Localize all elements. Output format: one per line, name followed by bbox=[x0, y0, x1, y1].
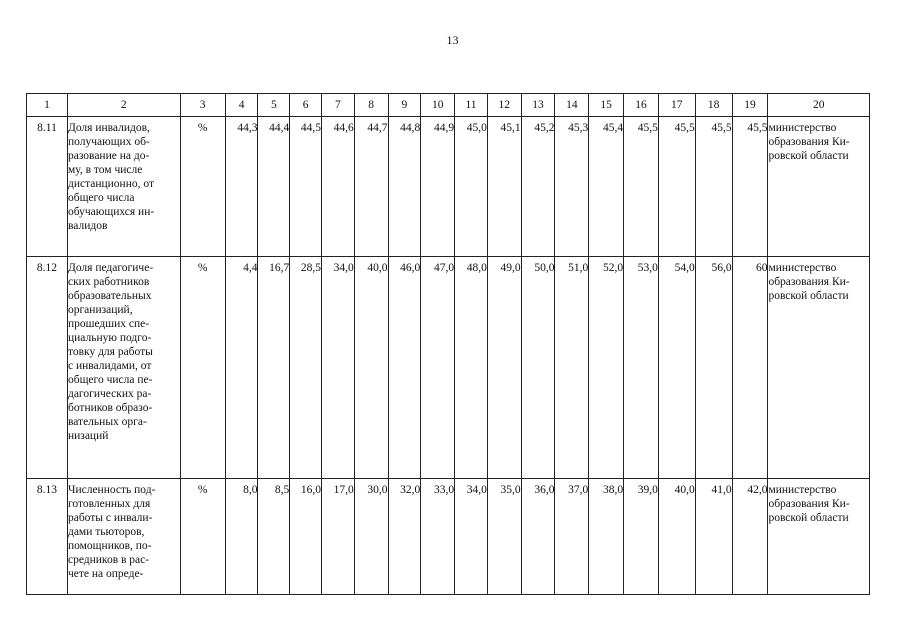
column-header: 3 bbox=[180, 94, 225, 117]
unit-cell: % bbox=[180, 479, 225, 595]
value-cell: 34,0 bbox=[455, 479, 488, 595]
value-cell: 42,0 bbox=[732, 479, 768, 595]
value-cell: 47,0 bbox=[421, 257, 455, 479]
indicator-name-line: товку для работы bbox=[67, 346, 153, 358]
indicator-name-line: Доля педагогиче- bbox=[67, 262, 154, 274]
value-cell: 30,0 bbox=[354, 479, 388, 595]
responsible-body-line: ровской области bbox=[768, 290, 849, 302]
value-cell: 44,4 bbox=[258, 117, 290, 257]
value-cell: 54,0 bbox=[658, 257, 695, 479]
table-row bbox=[27, 257, 870, 479]
row-number: 8.11 bbox=[27, 117, 68, 257]
indicator-name bbox=[67, 479, 180, 595]
value-cell: 32,0 bbox=[388, 479, 421, 595]
indicator-name-line: средников в рас- bbox=[67, 554, 150, 566]
indicator-name-line: обучающихся ин- bbox=[67, 206, 155, 218]
indicator-name-line: му, в том числе bbox=[67, 164, 143, 176]
indicator-name-line: Доля инвалидов, bbox=[67, 122, 150, 134]
value-cell: 35,0 bbox=[487, 479, 521, 595]
value-cell: 46,0 bbox=[388, 257, 421, 479]
value-cell: 17,0 bbox=[321, 479, 354, 595]
value-cell: 37,0 bbox=[555, 479, 589, 595]
value-cell: 16,0 bbox=[290, 479, 322, 595]
indicator-name-line: дами тьюторов, bbox=[67, 526, 145, 538]
value-cell: 44,3 bbox=[225, 117, 258, 257]
column-header: 5 bbox=[258, 94, 290, 117]
value-cell: 45,4 bbox=[589, 117, 624, 257]
responsible-body bbox=[768, 257, 870, 479]
column-header: 6 bbox=[290, 94, 322, 117]
indicator-name-line: дистанционно, от bbox=[67, 178, 154, 190]
value-cell: 45,0 bbox=[455, 117, 488, 257]
responsible-body-line: министерство bbox=[768, 122, 837, 134]
unit-cell: % bbox=[180, 117, 225, 257]
responsible-body bbox=[768, 117, 870, 257]
value-cell: 40,0 bbox=[658, 479, 695, 595]
value-cell: 8,5 bbox=[258, 479, 290, 595]
column-header: 12 bbox=[487, 94, 521, 117]
indicator-name-line: разование на до- bbox=[67, 150, 150, 162]
indicator-name-line: общего числа пе- bbox=[67, 374, 153, 386]
value-cell: 39,0 bbox=[624, 479, 659, 595]
responsible-body-line: ровской области bbox=[768, 150, 849, 162]
responsible-body bbox=[768, 479, 870, 595]
column-header: 9 bbox=[388, 94, 421, 117]
value-cell: 44,5 bbox=[290, 117, 322, 257]
indicator-name-line: с инвалидами, от bbox=[67, 360, 152, 372]
value-cell: 56,0 bbox=[695, 257, 732, 479]
indicator-name bbox=[67, 257, 180, 479]
table-row bbox=[27, 479, 870, 595]
value-cell: 45,1 bbox=[487, 117, 521, 257]
value-cell: 60 bbox=[732, 257, 768, 479]
column-header: 18 bbox=[695, 94, 732, 117]
value-cell: 44,7 bbox=[354, 117, 388, 257]
column-header: 4 bbox=[225, 94, 258, 117]
responsible-body-line: образования Ки- bbox=[768, 276, 850, 288]
value-cell: 45,5 bbox=[695, 117, 732, 257]
value-cell: 50,0 bbox=[521, 257, 555, 479]
indicator-name-line: чете на опреде- bbox=[67, 568, 144, 580]
column-header: 15 bbox=[589, 94, 624, 117]
column-header: 16 bbox=[624, 94, 659, 117]
indicator-name-line: общего числа bbox=[67, 192, 135, 204]
indicator-name bbox=[67, 117, 180, 257]
responsible-body-line: образования Ки- bbox=[768, 498, 850, 510]
column-header: 11 bbox=[455, 94, 488, 117]
table-row bbox=[27, 117, 870, 257]
value-cell: 45,5 bbox=[658, 117, 695, 257]
indicator-name-line: образовательных bbox=[67, 290, 152, 302]
page-number: 13 bbox=[446, 33, 459, 47]
value-cell: 45,5 bbox=[624, 117, 659, 257]
column-header: 10 bbox=[421, 94, 455, 117]
indicator-name-line: прошедших спе- bbox=[67, 318, 150, 330]
value-cell: 40,0 bbox=[354, 257, 388, 479]
responsible-body-line: министерство bbox=[768, 262, 837, 274]
indicator-name-line: помощников, по- bbox=[67, 540, 152, 552]
value-cell: 44,8 bbox=[388, 117, 421, 257]
column-header: 2 bbox=[67, 94, 180, 117]
value-cell: 45,5 bbox=[732, 117, 768, 257]
column-header: 20 bbox=[768, 94, 870, 117]
value-cell: 8,0 bbox=[225, 479, 258, 595]
column-header: 13 bbox=[521, 94, 555, 117]
value-cell: 41,0 bbox=[695, 479, 732, 595]
responsible-body-line: ровской области bbox=[768, 512, 849, 524]
value-cell: 38,0 bbox=[589, 479, 624, 595]
indicator-name-line: низаций bbox=[67, 430, 109, 442]
value-cell: 48,0 bbox=[455, 257, 488, 479]
indicator-name-line: организаций, bbox=[67, 304, 133, 316]
column-header: 7 bbox=[321, 94, 354, 117]
value-cell: 33,0 bbox=[421, 479, 455, 595]
indicator-name-line: получающих об- bbox=[67, 136, 150, 148]
column-header: 14 bbox=[555, 94, 589, 117]
responsible-body-line: министерство bbox=[768, 484, 837, 496]
column-header: 1 bbox=[27, 94, 68, 117]
responsible-body-line: образования Ки- bbox=[768, 136, 850, 148]
indicator-name-line: готовленных для bbox=[67, 498, 151, 510]
indicator-name-line: вательных орга- bbox=[67, 416, 147, 428]
row-number: 8.12 bbox=[27, 257, 68, 479]
unit-cell: % bbox=[180, 257, 225, 479]
value-cell: 16,7 bbox=[258, 257, 290, 479]
indicator-name-line: работы с инвали- bbox=[67, 512, 153, 524]
value-cell: 49,0 bbox=[487, 257, 521, 479]
table-header-row bbox=[27, 94, 870, 117]
value-cell: 34,0 bbox=[321, 257, 354, 479]
column-header: 19 bbox=[732, 94, 768, 117]
value-cell: 45,2 bbox=[521, 117, 555, 257]
value-cell: 45,3 bbox=[555, 117, 589, 257]
indicator-name-line: Численность под- bbox=[67, 484, 156, 496]
indicator-name-line: циальную подго- bbox=[67, 332, 152, 344]
value-cell: 36,0 bbox=[521, 479, 555, 595]
indicators-table bbox=[26, 93, 870, 595]
value-cell: 44,6 bbox=[321, 117, 354, 257]
column-header: 17 bbox=[658, 94, 695, 117]
indicator-name-line: валидов bbox=[67, 220, 108, 232]
value-cell: 44,9 bbox=[421, 117, 455, 257]
indicator-name-line: ботников образо- bbox=[67, 402, 153, 414]
value-cell: 52,0 bbox=[589, 257, 624, 479]
value-cell: 51,0 bbox=[555, 257, 589, 479]
row-number: 8.13 bbox=[27, 479, 68, 595]
value-cell: 4,4 bbox=[225, 257, 258, 479]
indicator-name-line: ских работников bbox=[67, 276, 150, 288]
column-header: 8 bbox=[354, 94, 388, 117]
indicator-name-line: дагогических ра- bbox=[67, 388, 152, 400]
value-cell: 53,0 bbox=[624, 257, 659, 479]
value-cell: 28,5 bbox=[290, 257, 322, 479]
